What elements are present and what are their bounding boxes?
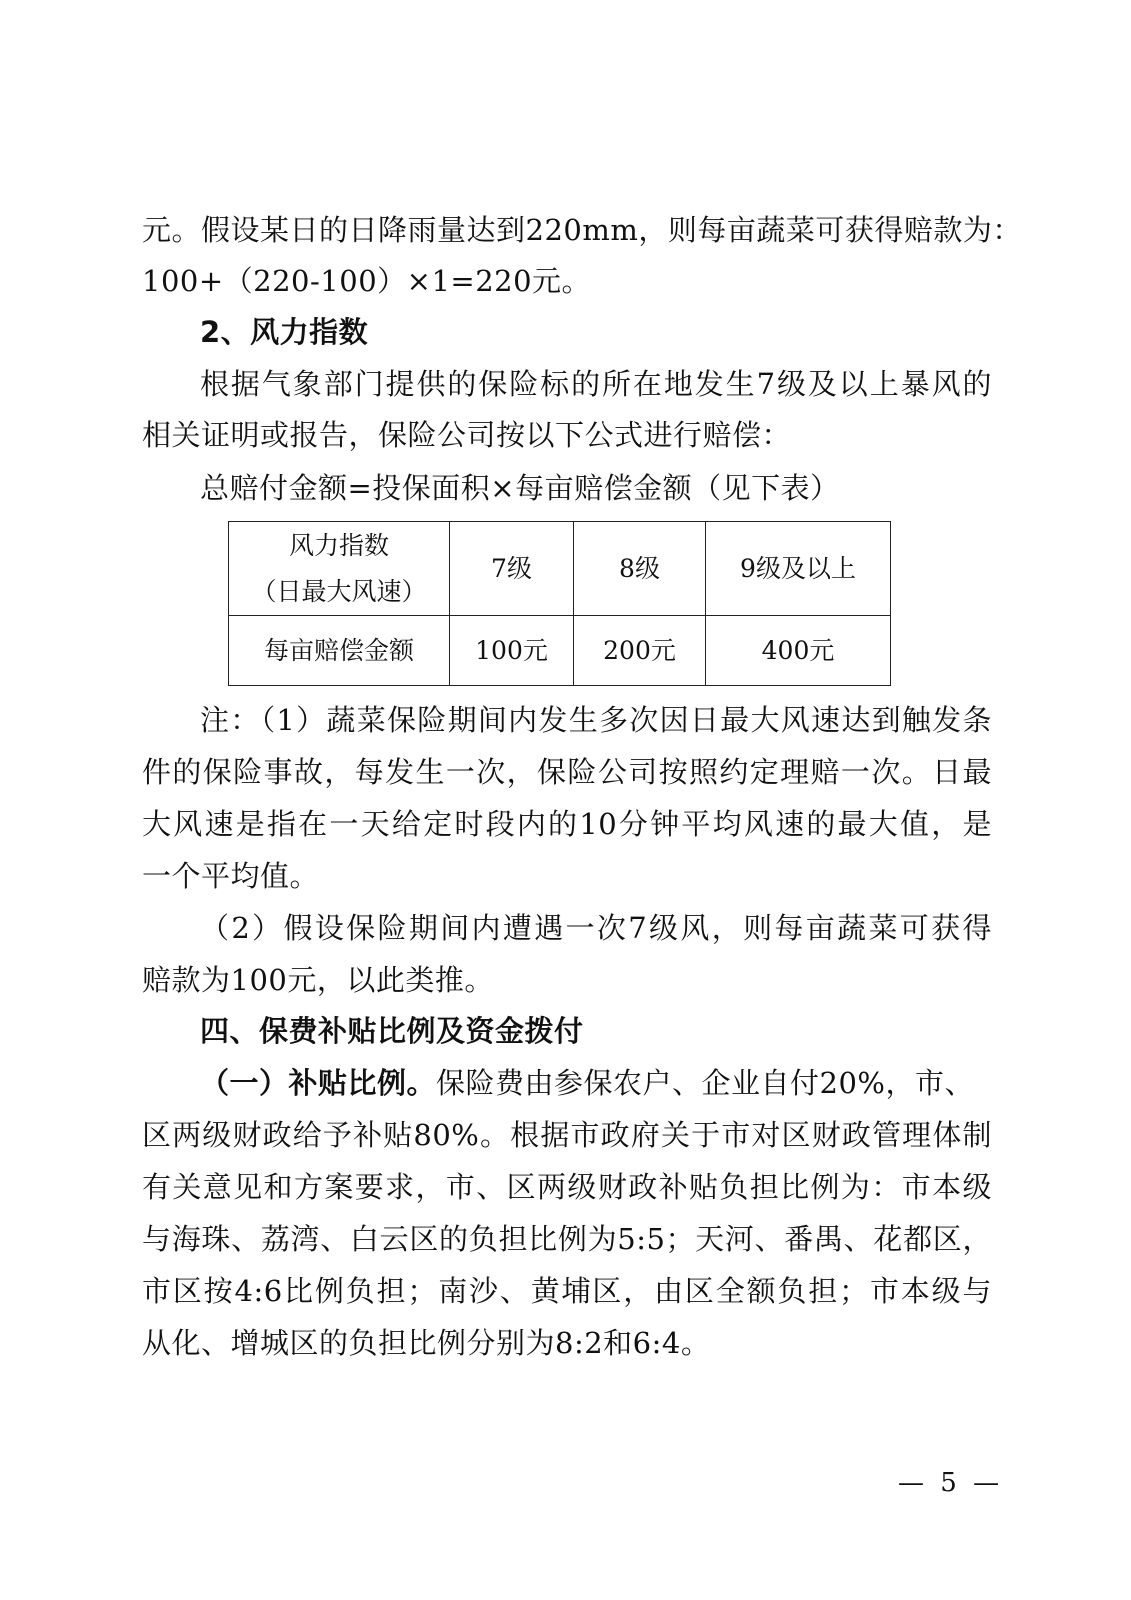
page-number: — 5 — xyxy=(898,1468,1004,1498)
table-level-cell: 7级 xyxy=(450,522,574,616)
table-amount-cell: 200元 xyxy=(574,616,706,686)
subsidy-line-5: 市区按4:6比例负担；南沙、黄埔区，由区全额负担；市本级与 xyxy=(142,1274,992,1308)
table-level-cell: 9级及以上 xyxy=(706,522,891,616)
heading-section-4: 四、保费补贴比例及资金拨付 xyxy=(200,1014,584,1048)
subsidy-text: 保险费由参保农户、企业自付20%，市、 xyxy=(436,1066,974,1100)
formula-line: 总赔付金额=投保面积×每亩赔偿金额（见下表） xyxy=(200,471,840,505)
heading-wind-index: 2、风力指数 xyxy=(200,315,369,349)
line-1: 元。假设某日的日降雨量达到220mm，则每亩蔬菜可获得赔款为： xyxy=(142,213,1022,247)
table-row-label: 每亩赔偿金额 xyxy=(229,616,450,686)
table-level-cell: 8级 xyxy=(574,522,706,616)
note-1-line-b: 件的保险事故，每发生一次，保险公司按照约定理赔一次。日最 xyxy=(142,755,992,789)
subsidy-line-2: 区两级财政给予补贴80%。根据市政府关于市对区财政管理体制 xyxy=(142,1118,992,1152)
note-1-line-c: 大风速是指在一天给定时段内的10分钟平均风速的最大值，是 xyxy=(142,807,992,841)
subsidy-line-3: 有关意见和方案要求，市、区两级财政补贴负担比例为：市本级 xyxy=(142,1170,992,1204)
line-2: 100+（220-100）×1=220元。 xyxy=(142,264,592,298)
table-row xyxy=(229,616,891,686)
line-4: 根据气象部门提供的保险标的所在地发生7级及以上暴风的 xyxy=(200,367,992,401)
subsidy-line-1 xyxy=(200,1063,992,1103)
table-row xyxy=(229,522,891,616)
note-2-line-b: 赔款为100元，以此类推。 xyxy=(142,963,494,997)
subsidy-line-6: 从化、增城区的负担比例分别为8:2和6:4。 xyxy=(142,1326,711,1360)
subsidy-line-4: 与海珠、荔湾、白云区的负担比例为5:5；天河、番禺、花都区， xyxy=(142,1222,992,1256)
note-1-line-d: 一个平均值。 xyxy=(142,859,320,893)
table-header-label xyxy=(229,522,450,616)
subsidy-title: （一）补贴比例。 xyxy=(200,1066,437,1100)
compensation-table xyxy=(228,521,891,686)
note-1-line-a: 注：（1）蔬菜保险期间内发生多次因日最大风速达到触发条 xyxy=(200,703,992,737)
line-5: 相关证明或报告，保险公司按以下公式进行赔偿： xyxy=(142,418,792,452)
header-label-line-1: 风力指数 xyxy=(288,530,389,560)
note-2-line-a: （2）假设保险期间内遭遇一次7级风，则每亩蔬菜可获得 xyxy=(200,911,992,945)
table-amount-cell: 400元 xyxy=(706,616,891,686)
table-amount-cell: 100元 xyxy=(450,616,574,686)
header-label-line-2: （日最大风速） xyxy=(251,576,427,606)
